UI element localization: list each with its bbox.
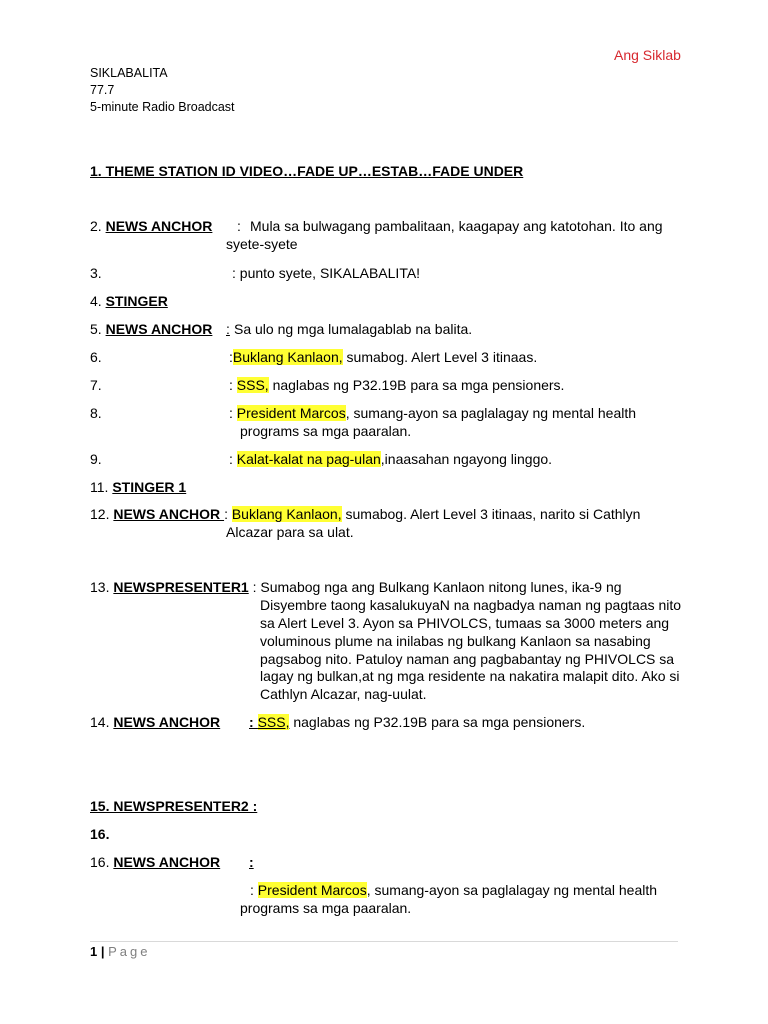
line-number: 3. [90,265,102,281]
line-8-text-cont: programs sa mga paaralan. [240,423,412,439]
line-2-text-cont: syete-syete [226,236,298,252]
line-5-text: Sa ulo ng mga lumalagablab na balita. [234,321,473,337]
body-text: sumabog. Alert Level 3 itinaas, narito si Cathlyn [341,506,641,522]
script-line-4 [90,292,168,310]
line-number: 8. [90,405,102,421]
brand-label: Ang Siklab [614,47,681,63]
program-name: SIKLABALITA [90,66,168,80]
highlighted-text: Kalat-kalat na pag-ulan [236,451,381,467]
colon: : [229,451,237,467]
line-number: 7. [90,377,102,393]
body-text: naglabas ng P32.19B para sa mga pensioners. [289,714,586,730]
highlighted-text: President Marcos [236,405,346,421]
body-text: naglabas ng P32.19B para sa mga pensioners. [268,377,565,393]
line-2-colon: : [237,218,241,234]
role-label: NEWS ANCHOR [105,321,213,337]
role-label: NEWS ANCHOR [113,854,221,870]
colon: : [229,377,237,393]
body-text: : Sumabog nga ang Bulkang Kanlaon nitong lunes, ika-9 ng [248,579,622,595]
line-number: 14. [90,714,114,730]
line-3-text: : punto syete, SIKALABALITA! [232,265,421,281]
highlighted-text: President Marcos [257,882,367,898]
script-line-2 [90,217,212,235]
page-number: 1 [90,944,98,959]
line-13-text-cont: voluminous plume na inilabas ng bulkang Kanlaon sa nasabing [260,633,651,649]
line-6-text [229,348,537,366]
line-12-text-cont: Alcazar para sa ulat. [226,524,354,540]
script-line-14 [90,713,220,731]
script-line-1: 1. THEME STATION ID VIDEO…FADE UP…ESTAB…FADE UNDER [90,163,524,179]
line-13-text-cont: sa Alert Level 3. Ayon sa PHIVOLCS, tumaas sa 3000 meters ang [260,615,670,631]
line-13-text-cont: Disyembre taong kasalukuyaN na nagbadya naman ng pagtaas nito [260,597,682,613]
script-line-5 [90,320,212,338]
page-footer [90,944,150,959]
line-14-text [249,713,585,731]
script-line-12 [90,505,640,523]
page-label: Page [108,944,151,959]
line-number: 11. [90,479,113,495]
line-number: 12. [90,506,114,522]
highlighted-text: SSS, [236,377,269,393]
highlighted-text: Buklang Kanlaon, [232,349,343,365]
line-8-text [229,404,636,422]
highlighted-text: SSS, [257,714,290,730]
line-5-colon: : [226,321,230,337]
body-text: , sumang-ayon sa paglalagay ng mental health [345,405,637,421]
line-13-text-cont: lagay ng bulkan,at ng mga residente na nakatira malapit dito. Ako si [260,668,680,684]
role-label: NEWS ANCHOR [113,506,225,522]
program-format: 5-minute Radio Broadcast [90,100,235,114]
line-number: 16. [90,854,114,870]
script-line-16b [90,853,220,871]
colon: : [224,506,232,522]
program-frequency: 77.7 [90,83,115,97]
line-2-text: Mula sa bulwagang pambalitaan, kaagapay ang katotohan. Ito ang [250,218,663,234]
colon: : [229,405,237,421]
line-number: 9. [90,451,102,467]
line-17-text-cont: programs sa mga paaralan. [240,900,412,916]
line-13-text-cont: pagsabog nito. Patuloy naman ang pagbabantay ng PHIVOLCS sa [260,651,675,667]
line-13-text-cont: Cathlyn Alcazar, nag-uulat. [260,686,427,702]
colon: : [249,714,258,730]
body-text: , sumang-ayon sa paglalagay ng mental health [366,882,658,898]
line-16-colon: : [249,854,254,870]
role-label: STINGER [105,293,168,309]
footer-separator: | [97,944,109,959]
script-line-13 [90,578,622,596]
body-text: ,inaasahan ngayong linggo. [380,451,553,467]
line-number: 6. [90,349,102,365]
line-number: 4. [90,293,106,309]
line-number: 13. [90,579,114,595]
script-line-16: 16. [90,826,110,842]
highlighted-text: Buklang Kanlaon, [231,506,342,522]
colon: : [250,882,258,898]
line-number: 2. [90,218,106,234]
role-label: STINGER 1 [112,479,187,495]
line-17-text [250,881,657,899]
script-line-15: 15. NEWSPRESENTER2 : [90,798,258,814]
colon: : [229,349,233,365]
script-line-11 [90,478,186,496]
body-text: sumabog. Alert Level 3 itinaas. [342,349,538,365]
footer-divider [90,941,678,942]
line-number: 5. [90,321,106,337]
role-label: NEWSPRESENTER1 [113,579,249,595]
role-label: NEWS ANCHOR [105,218,213,234]
line-9-text [229,450,552,468]
line-7-text [229,376,564,394]
role-label: NEWS ANCHOR [113,714,221,730]
